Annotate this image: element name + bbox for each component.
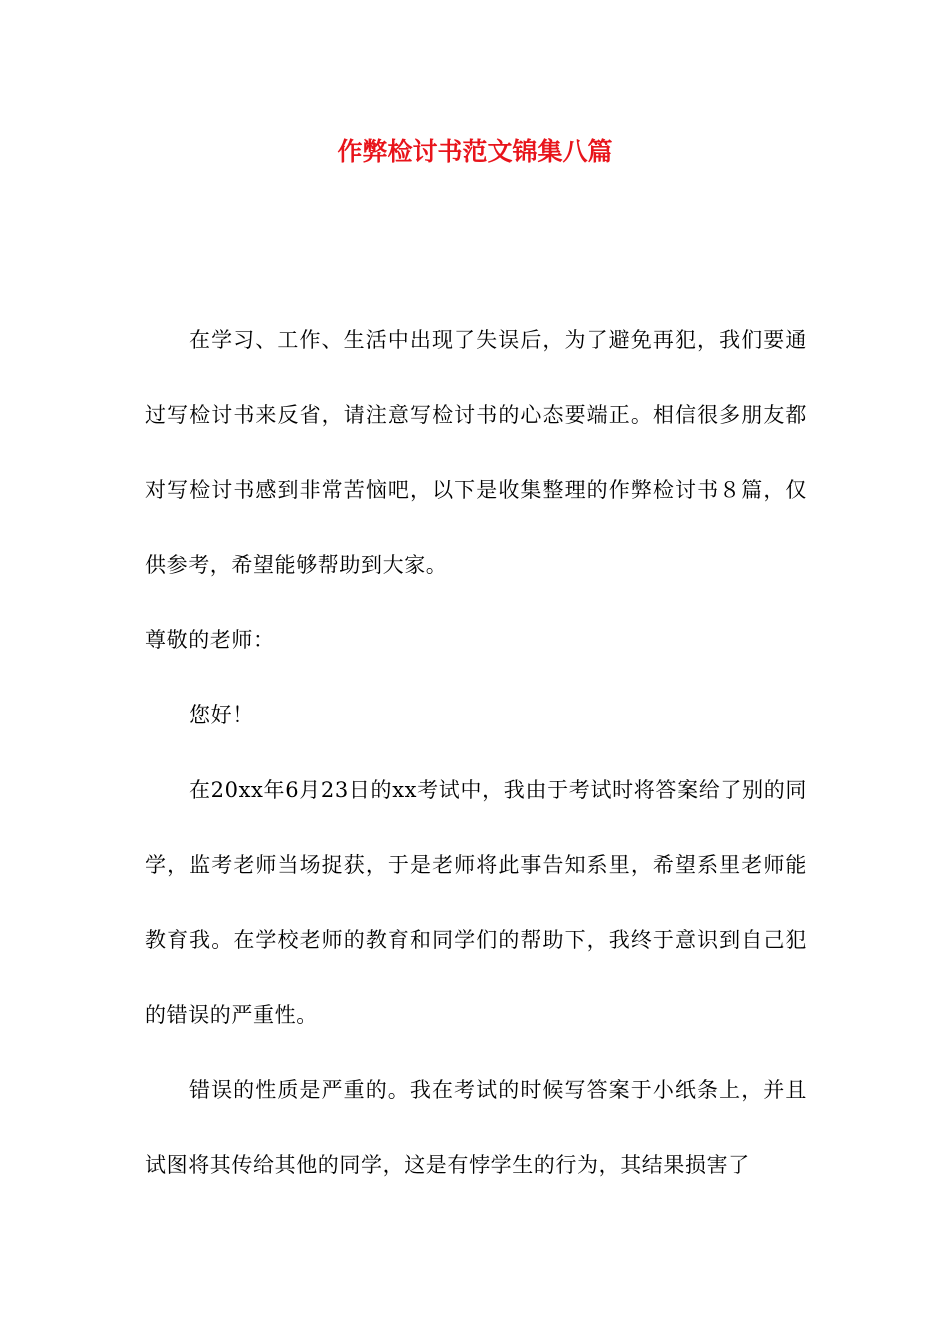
nature-paragraph: 错误的性质是严重的。我在考试的时候写答案于小纸条上，并且试图将其传给其他的同学，这是有悖学生的行为，其结果损害了 [145, 1078, 807, 1177]
document-body [145, 303, 807, 1203]
greeting: 您好！ [189, 703, 254, 727]
incident-paragraph: 在20xx年6月23日的xx考试中，我由于考试时将答案给了别的同学，监考老师当场捉获，于是老师将此事告知系里，希望系里老师能教育我。在学校老师的教育和同学们的帮助下，我终于意识到自己犯的错误的严重性。 [145, 778, 807, 1027]
intro-paragraph: 在学习、工作、生活中出现了失误后，为了避免再犯，我们要通过写检讨书来反省，请注意写检讨书的心态要端正。相信很多朋友都对写检讨书感到非常苦恼吧，以下是收集整理的作弊检讨书８篇，仅供参考，希望能够帮助到大家。 [145, 328, 807, 577]
document-title: 作弊检讨书范文锦集八篇 [337, 137, 613, 166]
salutation: 尊敬的老师： [145, 628, 275, 652]
